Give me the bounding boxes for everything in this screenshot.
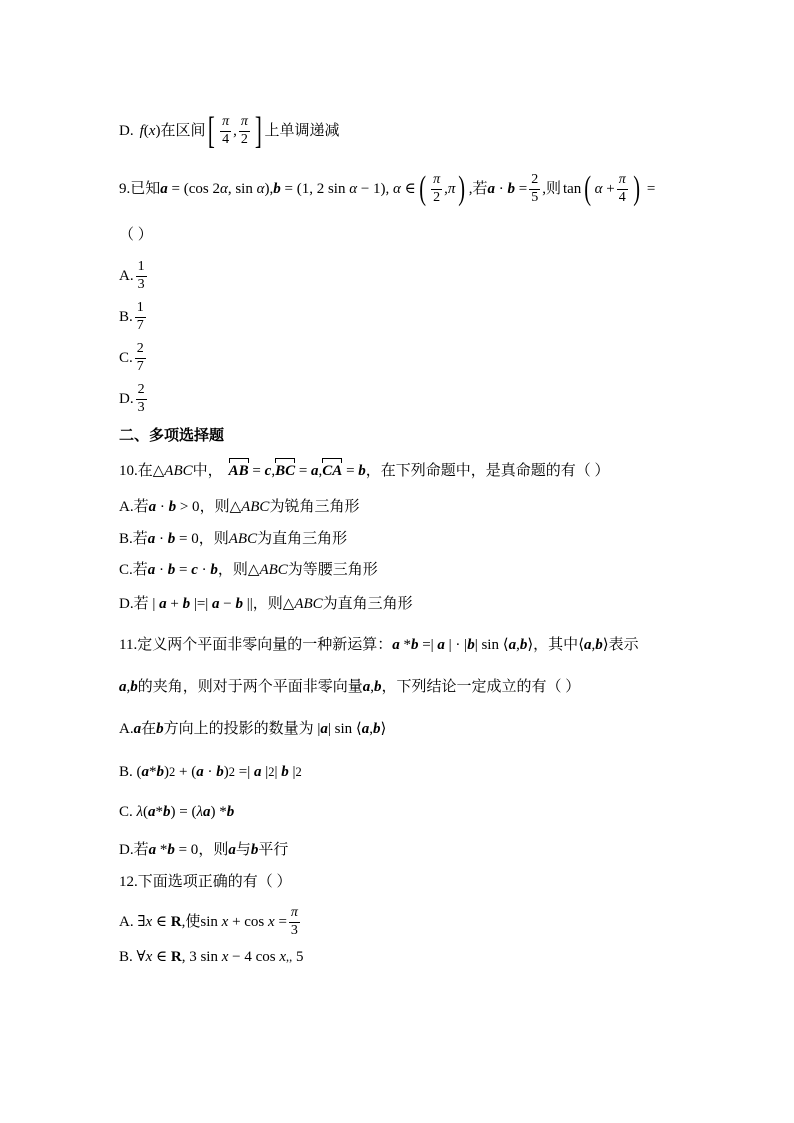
frac-pi-2: $\frac{\pi}{2}$: [240, 113, 248, 147]
frac-pi-2: $\frac{\pi}{2}$: [433, 171, 441, 205]
frac-2-5: $\frac{2}{5}$: [531, 171, 539, 205]
frac-pi-4: $\frac{\pi}{4}$: [222, 113, 230, 147]
triangle-name: ABC: [228, 531, 258, 547]
q10-option-d: D.若 | a + b |=| a − b || ，则△ ABC 为直角三角形: [119, 596, 413, 612]
triangle-name: ABC: [241, 499, 270, 515]
q12-option-a: A. ∃ x ∈ R , 使 sin x + cos x = $\frac{\pi}{3}$: [119, 905, 298, 938]
q10-option-c: C.若 a · b = c · b ，则△ ABC 为等腰三角形: [119, 562, 378, 578]
vec-a: a: [133, 721, 142, 737]
answer-paren: （ ）: [119, 227, 153, 243]
option-fraction: $\frac{1}{3}$: [137, 259, 145, 292]
q11-option-c: C. λ ( a * b ) = ( λ a ) * b: [119, 804, 235, 820]
question-number: 12.下面选项正确的有（ ）: [119, 874, 292, 890]
section-title: 二、多项选择题: [119, 426, 225, 444]
option-label: A.若: [119, 499, 149, 515]
option-text: ，则△: [199, 499, 242, 515]
vec-b: b: [410, 637, 419, 653]
option-label: B.: [119, 308, 133, 325]
section-heading: [119, 428, 754, 443]
option-fraction: $\frac{2}{7}$: [136, 341, 144, 374]
option-label: B.: [119, 949, 133, 965]
option-label: C.: [119, 804, 133, 820]
option-text: ，则△: [217, 562, 260, 578]
math-paren: ): [155, 122, 161, 139]
vec-a: a: [212, 596, 220, 612]
vec-b: b: [182, 596, 191, 612]
vec-a: a: [160, 180, 168, 197]
vec-b: b: [358, 463, 366, 479]
option-fraction: $\frac{2}{3}$: [137, 382, 145, 415]
math-paren: (: [143, 122, 149, 139]
option-tail: 为锐角三角形: [269, 499, 360, 515]
option-label: A.: [119, 267, 134, 284]
vec-a: a: [320, 721, 328, 737]
vec-a: a: [159, 596, 167, 612]
vec-a: a: [119, 679, 127, 695]
option-label: D.若: [119, 596, 149, 612]
q11-stem-line2: a , b 的夹角，则对于两个平面非零向量 a , b ，下列结论一定成立的有（ ）: [119, 679, 581, 695]
stem-text: ，下列结论一定成立的有（ ）: [381, 679, 581, 695]
vec-a: a: [147, 531, 156, 547]
vec-a: a: [311, 463, 319, 479]
option-label: B.: [119, 764, 133, 780]
paren-right: ): [458, 170, 466, 207]
question-number: 11.定义两个平面非零向量的一种新运算：: [119, 637, 393, 653]
frac-pi-3: $\frac{\pi}{3}$: [290, 905, 298, 938]
vec-b: b: [167, 531, 176, 547]
option-label: D.: [119, 122, 134, 139]
q9-option-c: [119, 342, 754, 374]
q12-option-b: B. ∀ x ∈ R , 3 sin x − 4 cos x ,, 5: [119, 949, 304, 965]
stem-text: ，其中: [533, 637, 579, 653]
vec-ab: AB: [228, 463, 249, 479]
math-var: x: [148, 122, 156, 139]
stem-text: 表示: [608, 637, 639, 653]
q10-stem: 10.在△ ABC 中， AB = c , BC = a , CA = b ，在下列命题中，是真命题的有（ ）: [119, 463, 610, 479]
option-text: 方向上的投影的数量为: [163, 721, 314, 737]
q9-option-b: [119, 301, 754, 333]
q9-option-a: [119, 260, 754, 292]
stem-text: ,若: [468, 180, 488, 197]
vec-a: a: [437, 637, 445, 653]
vec-c: c: [191, 562, 198, 578]
vec-c: c: [264, 463, 272, 479]
option-tail: 为等腰三角形: [287, 562, 378, 578]
option-text: 与: [235, 842, 251, 858]
vec-bc: BC: [275, 463, 296, 479]
q12-stem: [119, 875, 754, 890]
vec-b: b: [130, 679, 138, 695]
vec-a: a: [147, 562, 156, 578]
vec-b: b: [374, 679, 382, 695]
option-label: C.: [119, 349, 133, 366]
vec-b: b: [167, 562, 176, 578]
math-var: α: [594, 180, 603, 197]
q11-stem: 11.定义两个平面非零向量的一种新运算： a * b =| a | · | b | sin ⟨ a , b ⟩ ，其中 ⟨ a , b ⟩ 表示: [119, 637, 639, 653]
question-number: 10.在△: [119, 463, 165, 479]
option-text: ，则: [198, 531, 229, 547]
option-fraction: $\frac{1}{7}$: [136, 300, 144, 333]
option-label: D.若: [119, 842, 149, 858]
q8-option-d: D. f ( x ) 在区间 [ $\frac{\pi}{4}$ , $\frac{\pi}{2}$ ] 上单调递减: [119, 110, 340, 152]
vec-ca: CA: [322, 463, 343, 479]
option-text: ，则△: [252, 596, 295, 612]
q10-option-b: B.若 a · b = 0 ，则 ABC 为直角三角形: [119, 531, 348, 547]
vec-b: b: [235, 596, 244, 612]
vec-b: b: [168, 499, 177, 515]
question-number: 9.已知: [119, 180, 161, 197]
vec-b: b: [273, 180, 281, 197]
paren-left: (: [584, 170, 592, 207]
option-label: B.若: [119, 531, 148, 547]
option-label: D.: [119, 390, 134, 407]
vec-a: a: [392, 637, 400, 653]
q9-option-d: [119, 383, 754, 415]
option-tail: 平行: [258, 842, 289, 858]
q11-option-d: D.若 a * b = 0 ，则 a 与 b 平行: [119, 842, 289, 858]
vec-a: a: [487, 180, 495, 197]
option-text: 在区间: [160, 122, 206, 139]
bracket-left: [: [208, 110, 216, 152]
q10-option-a: A.若 a · b > 0 ，则△ ABC 为锐角三角形: [119, 499, 360, 515]
vec-b: b: [156, 721, 164, 737]
option-suffix: 上单调递减: [264, 122, 340, 139]
math-fx: f: [139, 122, 144, 139]
paren-right: ): [633, 170, 640, 207]
vec-a: a: [148, 499, 157, 515]
q11-option-b: B. ( a * b ) 2 + ( a · b ) 2 =| a | 2 | b | 2: [119, 764, 302, 780]
vec-b: b: [210, 562, 218, 578]
stem-text: ,则: [542, 180, 561, 197]
paren-left: (: [419, 170, 426, 207]
option-tail: 为直角三角形: [257, 531, 348, 547]
triangle-name: ABC: [259, 562, 288, 578]
frac-pi-4: $\frac{\pi}{4}$: [618, 171, 626, 205]
option-label: A.: [119, 913, 134, 930]
vec-b: b: [467, 637, 475, 653]
option-text: 使: [185, 913, 201, 930]
stem-text: 中，: [192, 463, 223, 479]
vec-a: a: [362, 679, 371, 695]
option-text: 在: [141, 721, 157, 737]
triangle-name: ABC: [294, 596, 323, 612]
bracket-right: ]: [254, 110, 262, 152]
tan-func: tan: [562, 180, 582, 197]
q9-stem: 9.已知 a = (cos 2 α , sin α ), b = (1, 2 sin α − 1), α ∈ ( $\frac{\pi}{2}$ , π ) ,若 a · b = $\frac{2}{5}$ ,则 tan ( α + $\frac{\pi}{4}$ ) =: [119, 170, 656, 207]
q11-option-a: A. a 在 b 方向上的投影的数量为 | a | sin ⟨ a , b ⟩: [119, 721, 387, 737]
triangle-name: ABC: [164, 463, 193, 479]
q9-paren: [119, 228, 754, 243]
stem-text: 的夹角，则对于两个平面非零向量: [137, 679, 363, 695]
option-tail: 为直角三角形: [322, 596, 413, 612]
vec-b: b: [507, 180, 515, 197]
option-text: ，则: [198, 842, 229, 858]
stem-text: ，在下列命题中，是真命题的有（ ）: [365, 463, 610, 479]
option-label: C.若: [119, 562, 148, 578]
option-label: A.: [119, 721, 134, 737]
